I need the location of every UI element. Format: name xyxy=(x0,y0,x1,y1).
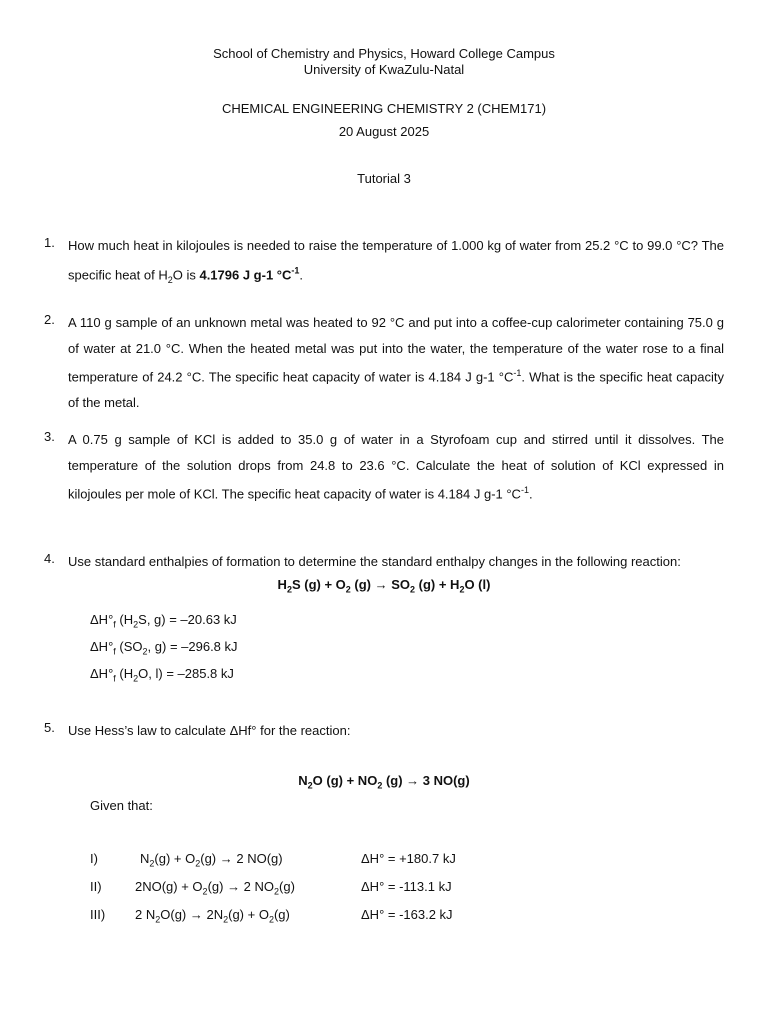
step-label: I) xyxy=(90,851,98,866)
question-number: 2. xyxy=(44,312,55,327)
university-name: University of KwaZulu-Natal xyxy=(303,62,465,77)
reaction-equation: $H_2S$ $(g) + O_2$ $(g) \to SO_2$ $(g) + H_2O$ (l) xyxy=(277,577,491,595)
enthalpy-data-line: $\Delta H^\circ_f$ ($H_2S$, g) = –20.63 kJ xyxy=(90,612,237,630)
given-label: Given that: xyxy=(90,798,153,813)
enthalpy-data-line: $\Delta H^\circ_f$ ($SO_2$, g) = –296.8 kJ xyxy=(90,639,238,657)
question-text: A 0.75 g sample of KCl is added to 35.0 g of water in a Styrofoam cup and stirred until it dissolves. The temperature of the solution drops from 24.8 to 23.6 °C. Calculate the heat of solution of KCl expressed in kilojoules per mole of KCl. The specific heat capacity of water is 4.184 J g-1 $^\circ C^{-1}$. xyxy=(68,432,724,502)
question-number: 5. xyxy=(44,720,55,735)
school-name: School of Chemistry and Physics, Howard College Campus xyxy=(213,46,555,61)
question-number: 1. xyxy=(44,235,55,250)
question-number: 4. xyxy=(44,551,55,566)
target-reaction: $N_2O$ $(g) + NO_2$ (g) → 3 NO(g) xyxy=(298,773,470,791)
question-text: Use standard enthalpies of formation to determine the standard enthalpy changes in the following reaction: xyxy=(68,554,681,569)
step-equation: $N_2(g) + O_2(g) \to 2$ NO(g) xyxy=(140,851,283,869)
document-date: 20 August 2025 xyxy=(338,124,430,139)
enthalpy-data-line: $\Delta H^\circ_f$ ($H_2O$, l) = –285.8 kJ xyxy=(90,666,234,684)
course-title: CHEMICAL ENGINEERING CHEMISTRY 2 (CHEM171) xyxy=(221,101,547,116)
question-text: Use Hess’s law to calculate ΔHf° for the reaction: xyxy=(68,723,351,738)
step-label: II) xyxy=(90,879,102,894)
tutorial-title: Tutorial 3 xyxy=(357,171,411,186)
specific-heat-value: 4.1796 J g-1 °C xyxy=(199,266,292,282)
step-enthalpy: ΔH° = -113.1 kJ xyxy=(361,879,452,894)
question-text: A 110 g sample of an unknown metal was heated to 92 °C and put into a coffee-cup calorimeter containing 75.0 g of water at 21.0 °C. When the heated metal was put into the water, the temperature of the water rose to a final temperature of 24.2 °C. The specific heat capacity of water is 4.184 J g-1 $^\circ C^{-1}$. What is the specific heat capacity of the metal. xyxy=(68,315,724,410)
step-enthalpy: ΔH° = +180.7 kJ xyxy=(361,851,456,866)
step-equation: $2NO(g) + O_2(g) \to 2$ $NO_2(g)$ xyxy=(135,879,295,897)
step-label: III) xyxy=(90,907,106,922)
step-enthalpy: ΔH° = -163.2 kJ xyxy=(361,907,453,922)
step-equation: 2 $N_2O(g) \to 2N_2(g) + O_2(g)$ xyxy=(135,907,290,925)
question-number: 3. xyxy=(44,429,55,444)
question-text: How much heat in kilojoules is needed to raise the temperature of 1.000 kg of water from 25.2 °C to 99.0 °C? The specific heat of $H_2O$ is 4.1796 J g-1 $^\circ C^{-1}$. xyxy=(68,238,724,285)
